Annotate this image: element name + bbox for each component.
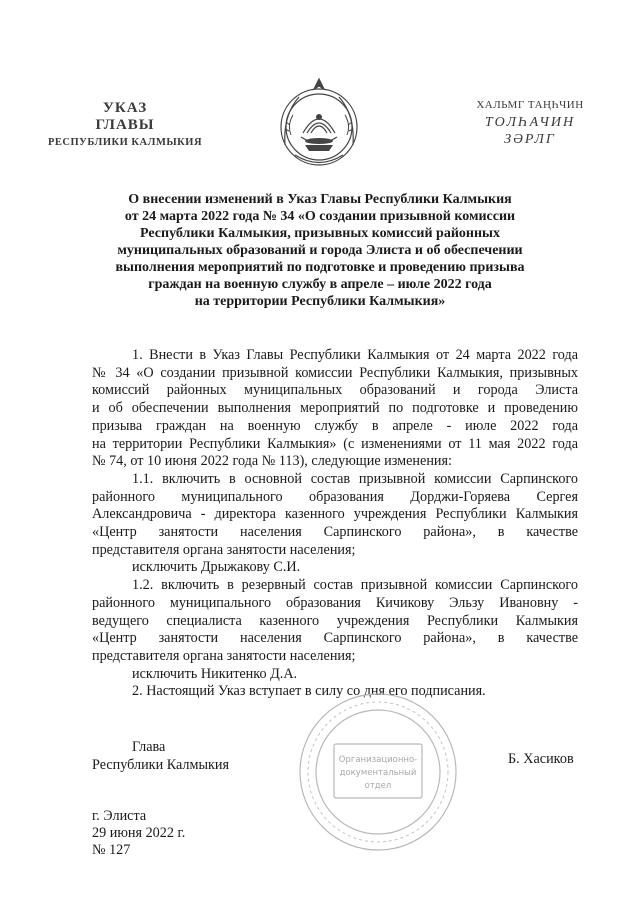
coat-of-arms-emblem-icon [275, 75, 363, 175]
body-line: исключить Никитенко Д.А. [132, 665, 298, 682]
body-line: № 74, от 10 июня 2022 года № 113), следующие изменения: [92, 453, 452, 470]
body-line: 1.1. включить в основной состав призывной комиссии Сарпинского [132, 470, 578, 487]
body-line: Александровича - директора казенного учреждения Республики Калмыкия [92, 506, 578, 523]
header-left-line-3: РЕСПУБЛИКИ КАЛМЫКИЯ [47, 137, 203, 148]
footer-number: № 127 [92, 842, 131, 858]
body-line: районного муниципального образования Дорджи-Горяева Сергея [92, 488, 578, 505]
header-left-line-2: ГЛАВЫ [95, 117, 155, 133]
title-line: выполнения мероприятий по подготовке и проведению призыва [115, 260, 525, 275]
body-line: и об обеспечении выполнения мероприятий по подготовке и проведению [92, 400, 578, 417]
signature-name: Б. Хасиков [508, 751, 574, 767]
title-line: О внесении изменений в Указ Главы Республики Калмыкия [128, 192, 512, 207]
signature-title-line-2: Республики Калмыкия [92, 757, 230, 773]
footer-date: 29 июня 2022 г. [92, 825, 186, 841]
signature-title-line-1: Глава [132, 739, 166, 755]
header-right-line-3: ЗӘРЛГ [504, 132, 556, 147]
stamp-text-3: отдел [364, 781, 392, 791]
body-line: на территории Республики Калмыкия» (с изменениями от 11 мая 2022 года [92, 435, 578, 452]
body-line: призыва граждан на военную службу в апреле - июле 2022 года [92, 417, 578, 434]
decree-body [92, 347, 578, 701]
title-line: граждан на военную службу в апреле – июле 2022 года [148, 277, 492, 292]
stamp-text-2: документальный [339, 768, 417, 778]
header-left [30, 100, 220, 151]
body-line: исключить Дрыжакову С.И. [132, 559, 301, 576]
body-line: 1.2. включить в резервный состав призывной комиссии Сарпинского [132, 577, 578, 594]
body-line: 1. Внести в Указ Главы Республики Калмыкия от 24 марта 2022 года [132, 347, 578, 363]
footer-city: г. Элиста [92, 808, 147, 824]
title-line: от 24 марта 2022 года № 34 «О создании призывной комиссии [124, 209, 516, 224]
title-line: на территории Республики Калмыкия» [194, 294, 446, 309]
body-line: районного муниципального образования Кичикову Эльзу Ивановну - [92, 594, 578, 611]
body-line: комиссий районных муниципальных образований и города Элиста [92, 382, 578, 399]
body-line: представителя органа занятости населения; [92, 647, 356, 664]
body-line: 2. Настоящий Указ вступает в силу со дня его подписания. [132, 683, 486, 700]
header-right-line-2: ТОЛҺАЧИН [484, 115, 576, 130]
decree-title [70, 191, 570, 310]
decree-footer [92, 808, 185, 859]
signature-title [92, 738, 229, 774]
body-line: № 34 «О создании призывной комиссии Республики Калмыкия, призывных [92, 364, 578, 381]
stamp-text-1: Организационно- [338, 755, 418, 765]
title-line: муниципальных образований и города Элиста и об обеспечении [117, 243, 523, 258]
body-line: «Центр занятости населения Сарпинского района», в качестве [92, 630, 578, 647]
body-line: «Центр занятости населения Сарпинского района», в качестве [92, 524, 578, 541]
header-right-line-1: ХАЛЬМГ ТАҢҺЧИН [476, 99, 584, 111]
header-left-line-1: УКАЗ [102, 100, 148, 116]
header-right [450, 97, 610, 148]
body-line: представителя органа занятости населения; [92, 541, 356, 558]
title-line: Республики Калмыкия, призывных комиссий районных [140, 226, 500, 241]
body-line: ведущего специалиста казенного учреждения Республики Калмыкия [92, 612, 578, 629]
official-stamp [294, 688, 462, 856]
